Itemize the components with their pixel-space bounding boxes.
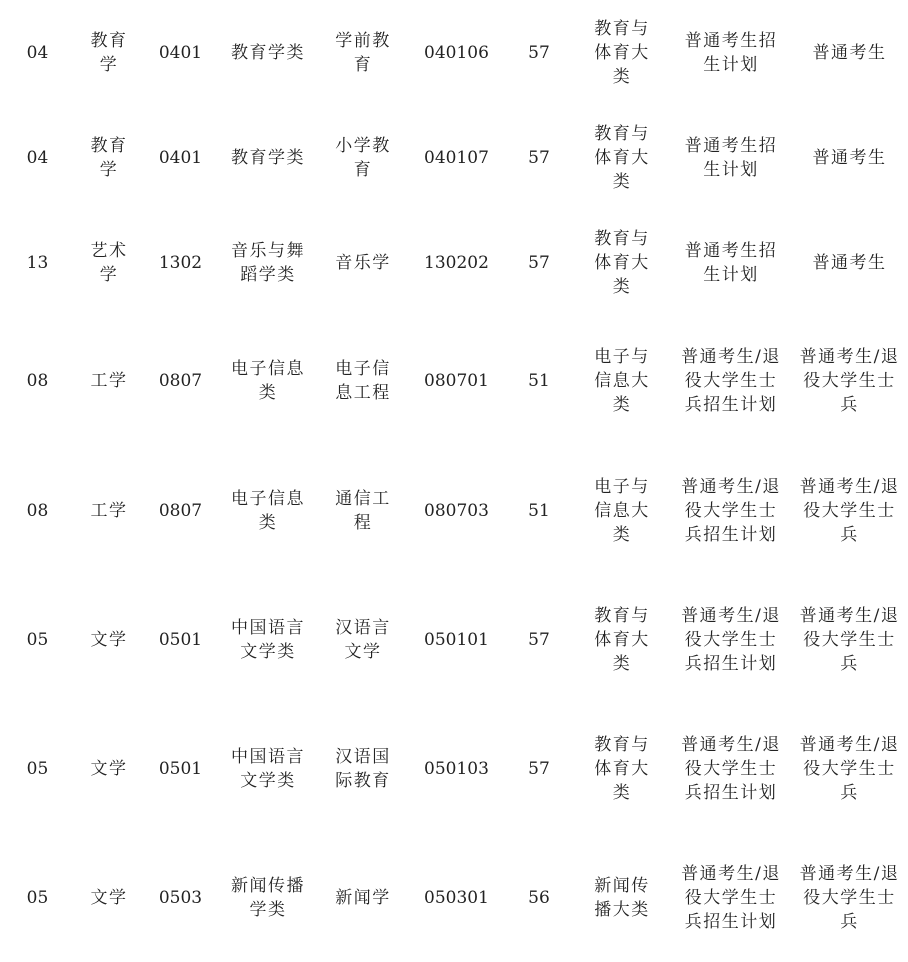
- class-code: 0401: [158, 42, 203, 63]
- enrollment-plan: 普通考生招生计划: [684, 30, 778, 75]
- category-code: 13: [26, 252, 49, 273]
- major-name: 汉语国际教育: [335, 746, 391, 791]
- applicant-type: 普通考生/退役大学生士兵: [799, 605, 900, 674]
- subject-code: 57: [528, 629, 550, 650]
- subject-code: 56: [528, 887, 550, 908]
- class-name: 中国语言文学类: [231, 746, 305, 791]
- class-name: 教育学类: [231, 147, 305, 168]
- enrollment-plan: 普通考生/退役大学生士兵招生计划: [681, 605, 781, 674]
- category-name: 工学: [90, 500, 128, 521]
- category-name: 文学: [90, 758, 128, 779]
- enrollment-plan: 普通考生/退役大学生士兵招生计划: [681, 734, 781, 803]
- category-code: 05: [26, 758, 49, 779]
- class-name: 电子信息类: [231, 358, 305, 403]
- applicant-type: 普通考生/退役大学生士兵: [799, 863, 900, 932]
- enrollment-plan: 普通考生招生计划: [684, 135, 778, 180]
- class-code: 0807: [158, 500, 203, 521]
- subject-code: 57: [528, 147, 550, 168]
- class-code: 0501: [158, 629, 203, 650]
- enrollment-plan: 普通考生招生计划: [684, 240, 778, 285]
- subject-category: 新闻传播大类: [594, 875, 650, 920]
- class-code: 0501: [158, 758, 203, 779]
- table-row: [0, 704, 908, 833]
- enrollment-plan: 普通考生/退役大学生士兵招生计划: [681, 863, 781, 932]
- applicant-type: 普通考生/退役大学生士兵: [799, 346, 900, 415]
- applicant-type: 普通考生: [812, 147, 887, 168]
- major-name: 学前教育: [335, 30, 391, 75]
- subject-category: 电子与信息大类: [594, 476, 650, 545]
- class-code: 0807: [158, 370, 203, 391]
- major-code: 130202: [424, 252, 489, 273]
- subject-category: 教育与体育大类: [594, 734, 650, 803]
- category-code: 04: [26, 147, 49, 168]
- subject-category: 教育与体育大类: [594, 605, 650, 674]
- class-name: 中国语言文学类: [231, 617, 305, 662]
- applicant-type: 普通考生: [812, 42, 887, 63]
- category-name: 文学: [90, 629, 128, 650]
- subject-code: 57: [528, 42, 550, 63]
- class-code: 1302: [158, 252, 203, 273]
- category-code: 08: [26, 500, 49, 521]
- major-code: 050101: [424, 629, 489, 650]
- class-name: 电子信息类: [231, 488, 305, 533]
- table-row: [0, 0, 908, 105]
- category-code: 04: [26, 42, 49, 63]
- major-name: 电子信息工程: [335, 358, 391, 403]
- table-row: [0, 446, 908, 575]
- major-name: 汉语言文学: [335, 617, 391, 662]
- major-code: 050103: [424, 758, 489, 779]
- subject-category: 教育与体育大类: [594, 18, 650, 87]
- category-name: 文学: [90, 887, 128, 908]
- subject-code: 51: [528, 370, 550, 391]
- class-code: 0503: [158, 887, 203, 908]
- applicant-type: 普通考生/退役大学生士兵: [799, 734, 900, 803]
- major-name: 新闻学: [335, 887, 391, 908]
- major-code: 040106: [424, 42, 489, 63]
- applicant-type: 普通考生/退役大学生士兵: [799, 476, 900, 545]
- major-code: 080703: [424, 500, 489, 521]
- subject-code: 57: [528, 758, 550, 779]
- category-name: 艺术学: [90, 240, 128, 285]
- class-name: 音乐与舞蹈学类: [231, 240, 305, 285]
- category-code: 05: [26, 629, 49, 650]
- class-code: 0401: [158, 147, 203, 168]
- table-row: [0, 575, 908, 704]
- table-row: [0, 210, 908, 315]
- enrollment-plan: 普通考生/退役大学生士兵招生计划: [681, 476, 781, 545]
- major-name: 音乐学: [335, 252, 391, 273]
- subject-category: 教育与体育大类: [594, 123, 650, 192]
- category-code: 08: [26, 370, 49, 391]
- enrollment-plan: 普通考生/退役大学生士兵招生计划: [681, 346, 781, 415]
- category-name: 工学: [90, 370, 128, 391]
- subject-code: 57: [528, 252, 550, 273]
- major-code: 040107: [424, 147, 489, 168]
- category-name: 教育学: [90, 30, 128, 75]
- subject-category: 教育与体育大类: [594, 228, 650, 297]
- table-row: [0, 105, 908, 210]
- major-code: 080701: [424, 370, 489, 391]
- class-name: 新闻传播学类: [231, 875, 305, 920]
- major-name: 小学教育: [335, 135, 391, 180]
- subject-code: 51: [528, 500, 550, 521]
- category-code: 05: [26, 887, 49, 908]
- class-name: 教育学类: [231, 42, 305, 63]
- category-name: 教育学: [90, 135, 128, 180]
- table-row: [0, 315, 908, 446]
- major-code: 050301: [424, 887, 489, 908]
- major-name: 通信工程: [335, 488, 391, 533]
- applicant-type: 普通考生: [812, 252, 887, 273]
- subject-category: 电子与信息大类: [594, 346, 650, 415]
- table-row: [0, 833, 908, 962]
